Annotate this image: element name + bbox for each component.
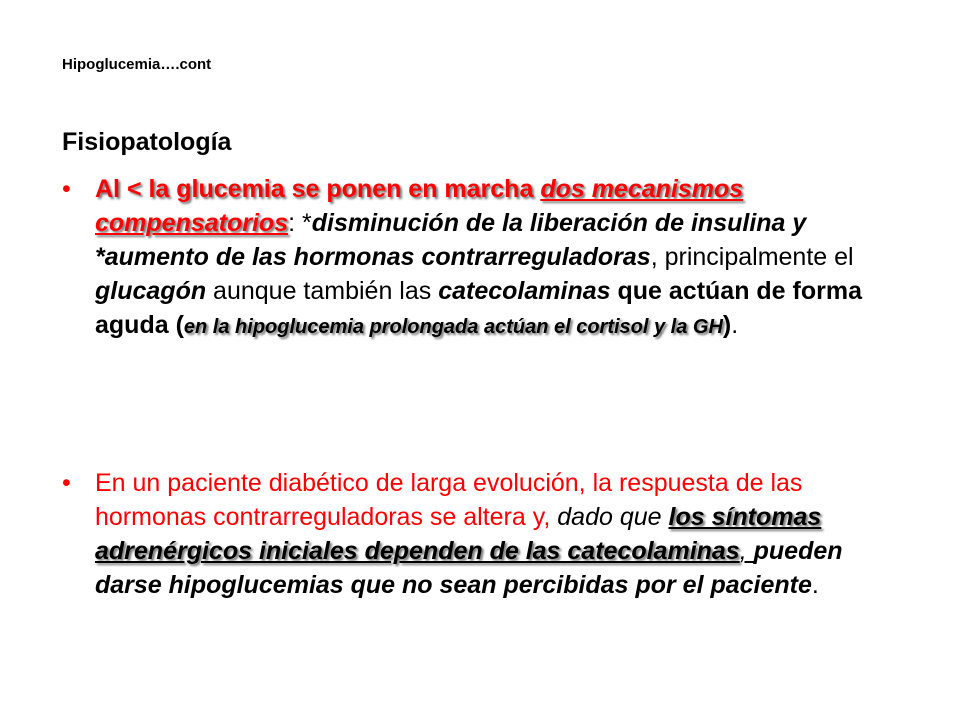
bullet-item-mechanisms: [62, 172, 907, 344]
bullet-icon: •: [62, 469, 71, 497]
text-prolonged: en la hipoglucemia prolongada actúan el cortisol y la GH: [183, 316, 723, 338]
bullet-text: [95, 172, 907, 344]
text-period: .: [731, 311, 739, 339]
text-adrenergic-symptoms: los síntomas adrenérgicos iniciales dependen de las catecolaminas: [95, 503, 822, 565]
text-acute: que actúan de forma aguda: [95, 277, 862, 339]
text-also: aunque también las: [206, 277, 439, 305]
bullet-text: [95, 466, 907, 602]
text-glucagon: glucagón: [95, 277, 207, 305]
slide-heading: Fisiopatología: [62, 128, 232, 156]
text-catecholamines: catecolaminas: [438, 277, 611, 305]
text-paren-close: ): [722, 311, 732, 339]
slide-subtitle: Hipoglucemia….cont: [62, 56, 212, 73]
text-intro: Al < la glucemia se ponen en marcha: [95, 175, 541, 203]
bullet-item-diabetic: [62, 466, 907, 602]
text-separator: : *: [288, 209, 312, 237]
text-period: .: [811, 571, 819, 599]
text-mainly: , principalmente el: [650, 243, 854, 271]
text-unperceived-hypoglycemia: pueden darse hipoglucemias que no sean percibidas por el paciente: [95, 537, 843, 599]
text-insulin-hormones: disminución de la liberación de insulina y *aumento de las hormonas contrarreguladoras: [95, 209, 807, 271]
text-diabetic-patient: En un paciente diabético de larga evolución, la respuesta de las hormonas contrarreguladoras se altera y,: [95, 469, 803, 531]
text-given-that: dado que: [557, 503, 669, 531]
text-comma: ,: [739, 537, 754, 565]
text-compensatory-mechanisms: dos mecanismos compensatorios: [95, 175, 744, 237]
text-paren-open: (: [175, 311, 184, 339]
bullet-icon: •: [62, 175, 71, 203]
